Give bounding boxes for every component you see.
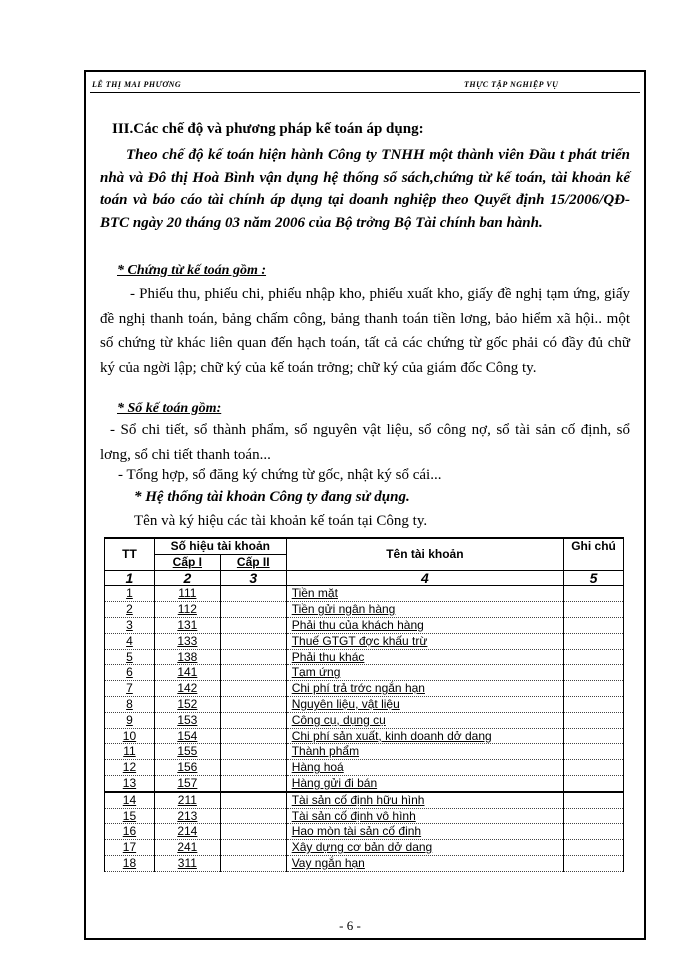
account-level1: 157 [154,775,220,791]
account-level2 [220,712,286,728]
table-header-row [105,538,624,554]
account-level2 [220,840,286,856]
table-caption: Tên và ký hiệu các tài khoản kế toán tại Công ty. [134,513,428,529]
account-note [564,649,624,665]
column-number-row [105,570,624,586]
header-author: LÊ THỊ MAI PHƯƠNG [92,80,182,89]
account-level2 [220,696,286,712]
table-row [105,665,624,681]
account-tt: 15 [105,808,155,824]
account-level2 [220,586,286,602]
account-tt: 10 [105,728,155,744]
account-note [564,602,624,618]
column-number: 4 [286,570,563,586]
account-level2 [220,602,286,618]
account-level2 [220,855,286,871]
table-row [105,855,624,871]
table-row [105,728,624,744]
account-tt: 3 [105,617,155,633]
account-level1: 155 [154,744,220,760]
account-name: Chi phí trả trớc ngắn hạn [286,681,563,697]
account-tt: 11 [105,744,155,760]
account-level1: 111 [154,586,220,602]
account-tt: 2 [105,602,155,618]
account-level1: 133 [154,633,220,649]
column-number: 2 [154,570,220,586]
account-name: Tài sản cố định hữu hình [286,792,563,808]
account-name: Nguyên liệu, vật liệu [286,696,563,712]
header-level2: Cấp II [220,554,286,570]
account-name: Tài sản cố định vô hình [286,808,563,824]
account-tt: 18 [105,855,155,871]
account-level1: 142 [154,681,220,697]
account-name: Thành phẩm [286,744,563,760]
account-level1: 214 [154,824,220,840]
account-level2 [220,775,286,791]
table-row [105,760,624,776]
account-name: Xây dựng cơ bản dở dang [286,840,563,856]
account-tt: 16 [105,824,155,840]
account-note [564,855,624,871]
account-tt: 6 [105,665,155,681]
account-note [564,744,624,760]
account-level1: 112 [154,602,220,618]
account-note [564,712,624,728]
account-note [564,696,624,712]
account-level1: 154 [154,728,220,744]
table-row [105,681,624,697]
account-name: Tiền mặt [286,586,563,602]
account-note [564,633,624,649]
account-note [564,665,624,681]
account-tt: 8 [105,696,155,712]
account-level1: 138 [154,649,220,665]
books-summary: - Tổng hợp, sổ đăng ký chứng từ gốc, nhật ký sổ cái... [118,467,442,483]
account-level2 [220,633,286,649]
account-note [564,824,624,840]
account-name: Tạm ứng [286,665,563,681]
account-name: Hàng gửi đi bán [286,775,563,791]
account-level2 [220,728,286,744]
account-name: Vay ngắn hạn [286,855,563,871]
account-name: Hao mòn tài sản cố định [286,824,563,840]
account-level1: 311 [154,855,220,871]
account-level1: 153 [154,712,220,728]
column-number: 5 [564,570,624,586]
account-tt: 17 [105,840,155,856]
header-rule [90,92,640,93]
account-tt: 12 [105,760,155,776]
table-row [105,792,624,808]
account-note [564,808,624,824]
account-tt: 13 [105,775,155,791]
account-level1: 241 [154,840,220,856]
account-note [564,792,624,808]
account-note [564,617,624,633]
account-level2 [220,665,286,681]
header-code: Số hiệu tài khoản [154,538,286,554]
vouchers-paragraph: - Phiếu thu, phiếu chi, phiếu nhập kho, phiếu xuất kho, giấy đề nghị tạm ứng, giấy đề nghị thanh toán, bảng chấm công, bảng thanh toán tiền lơng, bảo hiểm xã hội.. một số chứng từ khác liên quan đến hạch toán, tất cả các chứng từ gốc phải có đầy đủ chữ ký của ngời lập; chữ ký của kế toán trởng; chữ ký của giám đốc Công ty. [100,286,630,376]
account-level2 [220,760,286,776]
table-row [105,775,624,791]
account-note [564,681,624,697]
account-name: Hàng hoá [286,760,563,776]
books-heading: * Sổ kế toán gồm: [117,401,222,416]
table-row [105,840,624,856]
account-name: Công cụ, dụng cụ [286,712,563,728]
account-note [564,775,624,791]
table-row [105,824,624,840]
account-name: Thuế GTGT đợc khấu trừ [286,633,563,649]
account-level1: 141 [154,665,220,681]
header-note: Ghi chú [564,538,624,570]
account-system-heading: * Hệ thống tài khoản Công ty đang sử dụng. [134,489,410,505]
account-level1: 131 [154,617,220,633]
account-tt: 1 [105,586,155,602]
table-row [105,617,624,633]
account-note [564,760,624,776]
table-row [105,586,624,602]
column-number: 3 [220,570,286,586]
section-title: III.Các chế độ và phương pháp kế toán áp dụng: [112,121,424,137]
account-tt: 14 [105,792,155,808]
account-level2 [220,808,286,824]
table-row [105,633,624,649]
account-level1: 156 [154,760,220,776]
table-row [105,744,624,760]
header-tt: TT [105,538,155,570]
account-name: Chi phí sản xuất, kinh doanh dở dang [286,728,563,744]
account-name: Phải thu khác [286,649,563,665]
column-number: 1 [105,570,155,586]
account-name: Phải thu của khách hàng [286,617,563,633]
account-level2 [220,617,286,633]
header-level1: Cấp I [154,554,220,570]
header-name: Tên tài khoản [286,538,563,570]
account-tt: 9 [105,712,155,728]
account-note [564,586,624,602]
account-level2 [220,824,286,840]
table-row [105,649,624,665]
table-row [105,602,624,618]
account-level1: 211 [154,792,220,808]
account-level1: 213 [154,808,220,824]
account-tt: 4 [105,633,155,649]
account-tt: 7 [105,681,155,697]
account-note [564,728,624,744]
account-level2 [220,681,286,697]
table-row [105,808,624,824]
accounts-table [104,537,624,872]
header-title: THỰC TẬP NGHIỆP VỤ [464,80,559,89]
account-level2 [220,792,286,808]
account-name: Tiền gửi ngân hàng [286,602,563,618]
vouchers-heading: * Chứng từ kế toán gồm : [117,263,267,278]
table-row [105,696,624,712]
intro-paragraph: Theo chế độ kế toán hiện hành Công ty TNHH một thành viên Đầu t phát triển nhà và Đô thị Hoà Bình vận dụng hệ thống sổ sách,chứng từ kế toán, tài khoản kế toán và báo cáo tài chính áp dụng tại doanh nghiệp theo Quyết định 15/2006/QĐ-BTC ngày 20 tháng 03 năm 2006 của Bộ trởng Bộ Tài chính ban hành. [100,147,630,231]
page-number: - 6 - [339,918,361,933]
account-level1: 152 [154,696,220,712]
account-note [564,840,624,856]
account-tt: 5 [105,649,155,665]
books-paragraph: - Sổ chi tiết, sổ thành phẩm, sổ nguyên vật liệu, sổ công nợ, sổ tài sản cố định, sổ lơng, sổ chi tiết thanh toán... [100,422,630,463]
account-level2 [220,649,286,665]
table-row [105,712,624,728]
account-level2 [220,744,286,760]
